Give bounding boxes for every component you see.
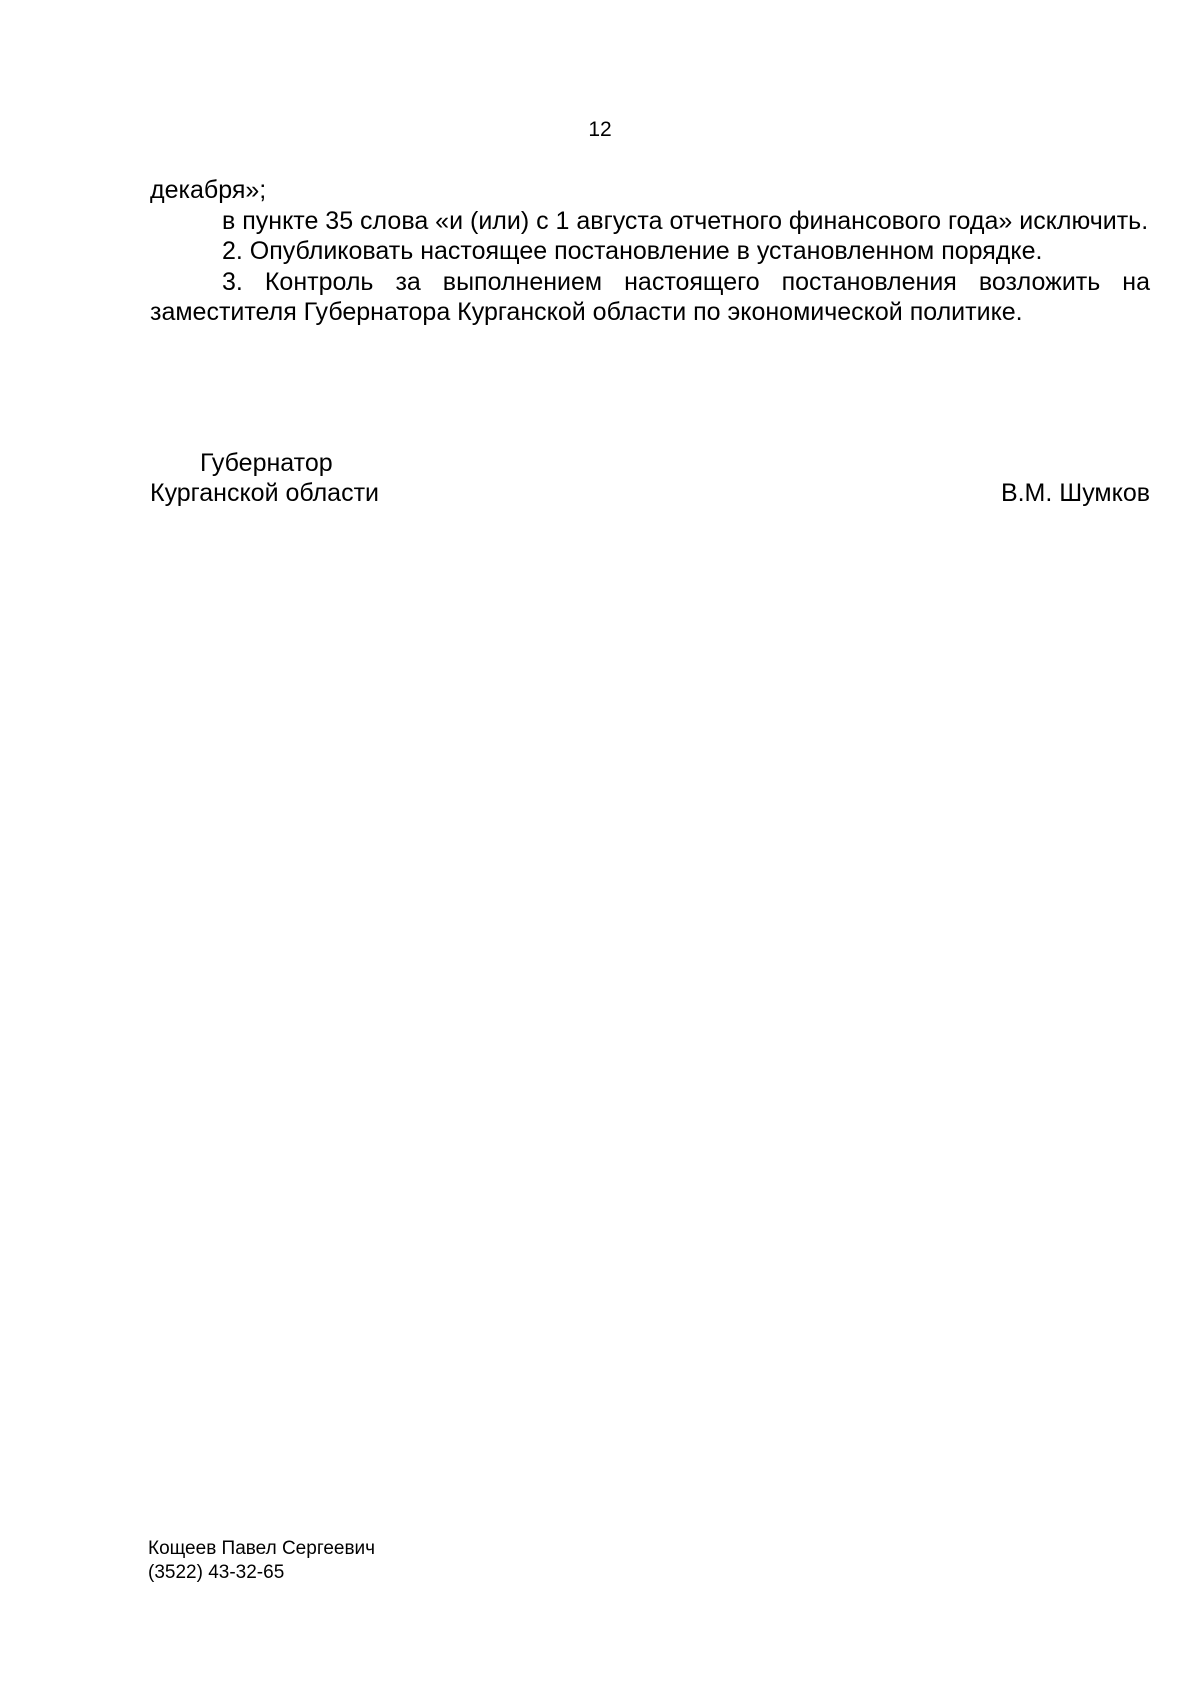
paragraph-clause-35: в пункте 35 слова «и (или) с 1 августа отчетного финансового года» исключить.: [222, 206, 1149, 235]
signatory-region: Курганской области: [150, 479, 380, 507]
signatory-name: В.М. Шумков: [1000, 479, 1150, 507]
paragraph-item-2: 2. Опубликовать настоящее постановление в установленном порядке.: [222, 237, 1043, 265]
executor-phone: (3522) 43-32-65: [148, 1562, 285, 1583]
paragraph-continuation: декабря»;: [150, 176, 267, 204]
page-number: 12: [588, 118, 612, 141]
signatory-title: Губернатор: [200, 449, 333, 477]
paragraph-item-3: 3. Контроль за выполнением настоящего постановления возложить на заместителя Губернатора Курганской области по экономической политике.: [150, 267, 1150, 326]
document-body: [150, 175, 1150, 328]
executor-name: Кощеев Павел Сергеевич: [148, 1538, 376, 1559]
